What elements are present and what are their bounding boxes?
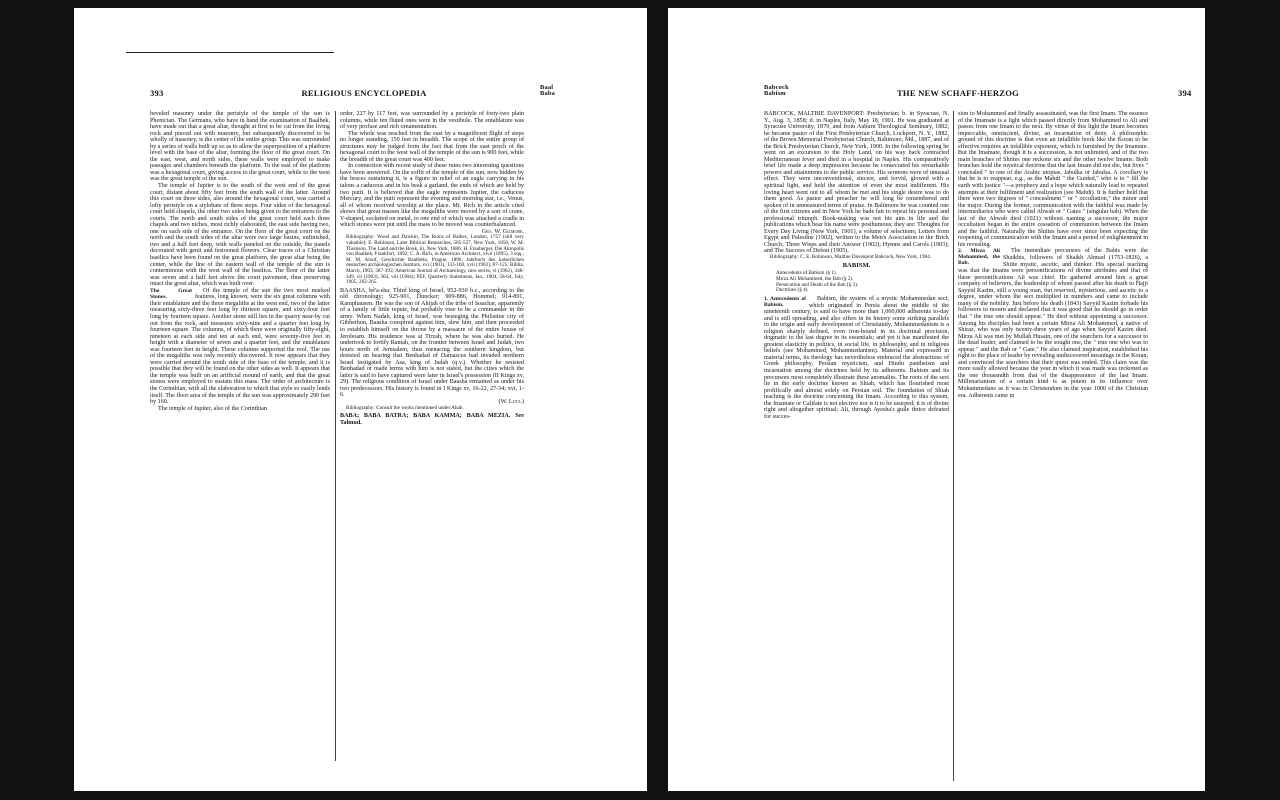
paragraph: order, 227 by 117 feet, was surrounded by a peristyle of forty-two plain columns, while ten fluted ones were in the vestibule. The entablature was of very profuse and rich ornamentation. — [340, 111, 524, 131]
paragraph: 1. Antecedents of Babism. Babism, the system of a mystic Mohammedan sect, which originated in Persia about the middle of the nineteenth century, is said to have more than 1,000,000 adherents to-day and is still spreading, and also offers in its history some striking parallels to the origin and early development of Christianity. Mohammedanism is a religion sharply defined, even iron-bound in its doctrinal precision, dogmatic to the last degree in its essentials; and yet it has manifested the greatest elasticity in politics, in social life, in philosophy, and in religious beliefs (see Mohammed, Mohammedanism). Material and expressed in material terms, its theology has nevertheless embraced the abstractions of Greek philosophy, Persian mysticism, and Hindu pantheism and incarnation among the doctrines held by its adherents. Babism and its precursors most completely illustrate these anomalies. The roots of the sect lie in the early doctrine known as Shiah, which has flourished most prolifically and almost solely on Persian soil. The foundation of Shiah teaching is the doctrine concerning the Imam. According to this system, the Imamate or Califate is not elective nor is it to be usurped; it is of divine right and altogether spiritual; Ali, through Ayesha's guile thrice defeated for succes- — [764, 295, 949, 420]
paragraph: The Great Stones. Of the temple of the sun the two most marked features, long known, were the six great columns with their entablature and the three megaliths at the west end, two of the latter measuring sixty-three feet long by thirteen square, and sixty-four feet long by fourteen square. Another stone still lies in the quarry near-by cut out from the rock, and measures sixty-nine and a quarter feet long by fourteen square. The columns, of which there were originally fifty-eight, nineteen at each side and ten at each end, were seventy-five feet in height with a diameter of seven and a quarter feet, and the entablature was fourteen feet in height. These columns supported the roof. The use of the megaliths was only recently discovered. It now appears that they were carried around the south side of the base of the temple, and it is possible that they will be found on the other sides as well. It appears that the temple was built on an artificial mound of earth, and that the great stones were employed to sustain this mass. The order of architecture is the Corinthian, with all the elaboration to which that style so easily lends itself. The floor area of the temple of the sun was approximately 290 feet by 160. — [150, 287, 330, 406]
catchword-first: Babcock — [764, 84, 789, 91]
catchwords — [540, 85, 555, 98]
running-title: RELIGIOUS ENCYCLOPEDIA — [301, 88, 427, 98]
catchword-first: Baal — [540, 84, 554, 91]
article-baasha: BAASHA, bê'a-sha: Third king of Israel, 952-930 b.c., according to the old chronology; 925-901, Duncker; 909-886, Hommel; 914-891, Kamphausen. He was the son of Ahijah of the tribe of Issachar, apparently of a family of little repute, but probably rose to be a commander in the army. When Nadab, king of Israel, was besieging the Philistine city of Gibbethon, Baasha conspired against him, slew him, and then proceeded to establish himself on the throne by a massacre of the entire house of Jeroboam. His residence was at Tirzah, where he was also buried. He undertook to fortify Ramah, on the frontier between Israel and Judah, two hours north of Jerusalem, thus menacing the southern kingdom, but desisted on hearing that Benhadad of Damascus had invaded northern Israel instigated by Asa, king of Judah (q.v.). Whether he resisted Benhadad or made terms with him is not stated, but the cities which the latter is said to have captured were later in Israel's possession (II Kings xv, 29). The religious condition of Israel under Baasha remained as under his two predecessors. His history is found in I Kings xv, 16-22, 27-34; xvi, 1-6. — [340, 287, 524, 399]
catchword-last: Baba — [540, 90, 556, 98]
column-divider — [953, 111, 954, 781]
paragraph: The temple of Jupiter, also of the Corinthian — [158, 405, 267, 412]
article-babcock: BABCOCK, MALTBIE DAVENPORT: Presbyterian; b. in Syracuse, N. Y., Aug. 3, 1858; d. in Naples, Italy, May 18, 1901. He was graduated at Syracuse University, 1879, and from Auburn Theological Seminary, 1882; he became pastor of the First Presbyterian Church, Lockport, N. Y., 1882, of the Brown Memorial Presbyterian Church, Baltimore, Md., 1887, and of the Brick Presbyterian Church, New York, 1900. In the following spring he went on an excursion to the Holy Land, on his way back contracted Mediterranean fever and died in a hospital in Naples. His comparatively brief life made a deep impression because he consecrated his remarkable powers and attainments to the public service. His sermons were of unusual effect. They were unconventional, sincere, and fervid, glowed with a spiritual light, and held the attention of even the most indifferent. His loving heart went out to all whom he met and his single desire was to do them good. As pastor and preacher he will long be remembered and spoken of in unmeasured terms of praise. In Baltimore he was counted one of the first citizens and in New York he bade fair to repeat his personal and professional triumph. Book-making was not his aim in life and the publications which bear his name were posthumous; they are: Thoughts for Every Day Living (New York, 1901), a volume of selections; Letters from Egypt and Palestine (1902), written to the Men's Association in the Brick Church; Three Wisps and their Answer (1902); Hymns and Carols (1903); and The Success of Defeat (1905). — [764, 111, 949, 255]
toc-item: Mirza Ali Mohammed, the Bab (§ 2). — [776, 275, 854, 282]
paragraph: In connection with recent study of these ruins two interesting questions have been answered. On the soffit of the temple of the sun, now hidden by the braces sustaining it, is a figure in relief of an eagle carrying in his talons a caduceus and in his beak a garland, the ends of which are held by two putti. It is believed that the eagle represents Jupiter, the caduceus Mercury, and the putti represent the evening and morning star, i.e., Venus, all of whom received worship at the place. Mr. Rich in the article cited shows that great masses like the megaliths were moved by a sort of crane, V-shaped, socketed on metal, to one end of which was attached a cradle in which stones were put until the mass to be moved was counterbalanced. — [340, 163, 524, 229]
toc-item: Persecution and Death of the Bab (§ 3). — [776, 281, 859, 288]
catchword-last: Babism — [764, 90, 786, 98]
bibliography: Bibliography: Wood and Dawkin, The Ruins of Balbec, London, 1757 (still very valuable); E. Robinson, Later Biblical Researches, 505-527, New York, 1856; W. M. Thomson, The Land and the Book, iii, New York, 1886; H. Frauberger, Die Akropolis von Baalbek, Frankfort, 1892; C. A. Rich, in American Architect, xlvii (1895), 3 sqq.; M. M. Alouf, Geschichte Baalbeks, Prague, 1896; Jahrbuch des kaiserlichen deutschen archäologischen Instituts, xvi (1901), 133-160, xvii (1902), 87-125; Biblia, March, 1903, 387-393; American Journal of Archaeology, new series, vi (1902), 348-349, vii (1903), 364, viii (1904); PEF, Quarterly Statements, Jan., 1904, 58-64, July, 1905, 262-265. — [346, 234, 524, 286]
signature: Geo. W. Gilmore. — [481, 228, 524, 235]
side-note: 2. Mirza Ali Mohammed, the Bab. — [958, 248, 1000, 267]
paragraph: beveled masonry under the peristyle of the temple of the sun is Phenician. The Germans, who have in hand the examination of Baalbek, have made out that a great altar, thought at first to be cut from the living rock and pieced out with masonry, but subsequently discovered to be wholly of masonry, is the center of the entire group. This was surrounded by a series of walls built up so as to allow the superposition of a platform level with the base of the altar, forming the floor of the great court. On the east, west, and north sides, these walls were employed to make passages and chambers beneath the platform. To the east of the platform was a hexagonal court, giving access to the great court, while to the west was the great temple of the sun. — [150, 111, 330, 183]
side-note: 1. Antecedents of Babism. — [764, 295, 806, 308]
article-heading-babism: BABISM. — [842, 261, 871, 269]
left-page — [74, 8, 647, 791]
bibliography: Bibliography: Consult the works mentioned under Ahab. — [346, 404, 464, 411]
right-page — [668, 8, 1205, 791]
column-divider — [335, 111, 336, 761]
paragraph: 2. Mirza Ali Mohammed, the Bab. The immediate precursors of the Babis were the Shaikhis, followers of Shaikh Ahmad (1753-1826), a Shiite mystic, ascetic, and thinker. His special teaching was that the Imams were personifications of divine attributes and that of these personifications Ali was chief. He gathered around him a great company of believers, the leadership of whom passed after his death to Hajji Sayyid Kazim, still a young man, but reserved, mysterious, and ascetic to a degree, under whom the sect multiplied in numbers and came to include many of the nobility. Just before his death (1843) Sayyid Kazim forbade his followers to mourn and declared that it was good that he should go in order that " the true one should appear." He died without appointing a successor. Among his disciples had been a certain Mirza Ali Mohammed, a native of Shiraz, who was only twenty-three years of age when Sayyid Kazim died. Mirza Ali was met by Mullah Husain, one of the searchers for a successor to the dead leader, and claimed to be the sought one, the " true one who was to appear " and the Bab or " Gate." He also claimed inspiration, established his right to the place of leader by revealing undiscovered meanings in the Koran, and convinced the searchers that their quest was ended. This claim was the more easily allowed because the year in which it was made was reckoned as the one thousandth from that of the disappearance of the last Imam. Millenarianism of a certain kind is as potent in its influence over Mohammedans as it was in Christendom in the year 1000 of the Christian era. Adherents came in — [958, 248, 1148, 399]
page-number: 394 — [1178, 88, 1192, 98]
left-column-2 — [340, 111, 524, 791]
paragraph: The whole was reached from the east by a magnificent flight of steps no longer standing, 150 feet in breadth. The scope of the entire group of structures may be judged from the fact that from the east porch of the hexagonal court to the west wall of the temple of the sun is 900 feet, while the breadth of the great court was 400 feet. — [340, 130, 524, 163]
paragraph: sion to Mohammed and finally assassinated, was the first Imam. The essence of the Imamate is a light which passed directly from Mohammed to Ali and passes from one Imam to the next. By virtue of this light the Imam becomes impeccable, omniscient, divine, an incarnation of deity. A philosophic ground of this doctrine is that even an infallible book like the Koran to be effective requires an infallible exponent, which is furnished by the Imamate. But the Imamate, though it is a succession, is not unlimited, and of the two main branches of Shiites one reckons six and the other twelve Imams. Both branches hold the mystical doctrine that the last Imam did not die, but lives " concealed " in one of the Arabic utopias, Jabulka or Jabulsa. A corollary is that he is to reappear, e.g., as the Mahdi " the Guided," who is to " fill the earth with justice "—a prophecy and a hope which naturally lead to repeated attempts at their fulfilment and realization (see Mahdi). It is further held that there were two degrees of " concealment " or " occultation," the minor and the major. During the former, communication with the faithful was made by intermediaries who were called Abwab or " Gates " (singular bab). When the last of the Abwab died (1021) without naming a successor, the major occultation began in the entire cessation of communion between the Imam and the faithful. Naturally the Shiites have ever since been expecting the reopening of communication with the Imam and a period of enlightenment in his revealing. — [958, 111, 1148, 248]
page-number: 393 — [150, 88, 164, 98]
bibliography: Bibliography: C. E. Robinson, Maltbie Davenport Babcock, New York, 1904. — [770, 254, 932, 261]
toc-item: Doctrines (§ 4). — [776, 287, 809, 294]
header-rule — [126, 52, 334, 53]
side-note: The Great Stones. — [150, 287, 192, 300]
article-baba: BABA; BABA BATRA; BABA KAMMA; BABA MEZIA. See Talmud. — [340, 413, 524, 426]
toc-item: Antecedents of Babism (§ 1). — [776, 270, 837, 277]
signature: (W. Lotz.) — [498, 399, 524, 406]
catchwords — [764, 85, 789, 98]
paragraph: The temple of Jupiter is to the south of the west end of the great court, distant about fifty feet from the south wall of the latter. Around this court on three sides, also around the hexagonal court, was carried a lofty peristyle on a stylobate of three steps. Four sides of the hexagonal court held chapels, the other two sides being given to the entrances to the courts. The north and south sides of the great court held each three chapels and two niches, most richly elaborated, the east side having two, one on each side of the entrance. On the floor of the great court on the north and the south sides of the altar were two large basins, unfinished, two and a half feet deep, with walls paneled on the outside, the panels decorated with genii and festooned flowers. Clear traces of a Christian basilica have been found on the great platform, the great altar being the center, while the line of the eastern wall of the temple of the sun is conterminous with the west wall of the basilica. The floor of the latter was seven and a half feet above the court pavement, thus preserving intact the great altar, which was built over. — [150, 183, 330, 288]
right-column-1 — [764, 111, 949, 791]
running-title: THE NEW SCHAFF-HERZOG — [897, 88, 1019, 98]
right-column-2 — [958, 111, 1148, 791]
left-column-1 — [150, 111, 330, 791]
